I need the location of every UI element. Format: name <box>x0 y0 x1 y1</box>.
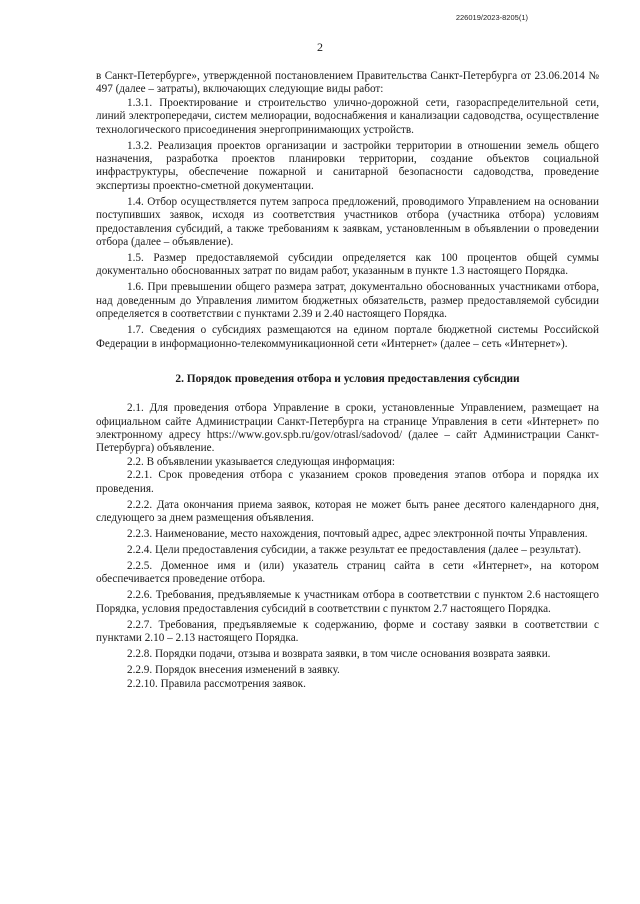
paragraph-2-2-4: 2.2.4. Цели предоставления субсидии, а также результат ее предоставления (далее – результат). <box>127 543 582 556</box>
paragraph-1-4: 1.4. Отбор осуществляется путем запроса предложений, проводимого Управлением на основании поступивших заявок, исходя из соответствия участников отбора (участника отбора) условиям предоставления субсидий, а также требованиям к заявкам, установленным в объявлении о проведении отбора (далее – объявление). <box>96 195 599 249</box>
paragraph-2-2-1: 2.2.1. Срок проведения отбора с указанием сроков проведения этапов отбора и порядка их проведения. <box>96 469 599 495</box>
document-body <box>96 70 599 691</box>
paragraph-1-3-1: 1.3.1. Проектирование и строительство улично-дорожной сети, газораспределительной сети, линий электропередачи, систем мелиорации, водоснабжения и канализации садоводства, осуществление технологического присоединения энергопринимающих устройств. <box>96 96 599 136</box>
paragraph-2-2-3: 2.2.3. Наименование, место нахождения, почтовый адрес, адрес электронной почты Управления. <box>127 527 588 540</box>
paragraph-1-3-2: 1.3.2. Реализация проектов организации и застройки территории в отношении земель общего назначения, разработка проектов планировки территории, создание объектов социальной инфраструктуры, обеспечение пожарной и санитарной безопасности садоводства, проведение экспертизы проектно-сметной документации. <box>96 139 599 192</box>
paragraph-2-2-5: 2.2.5. Доменное имя и (или) указатель страниц сайта в сети «Интернет», на котором обеспечивается проведение отбора. <box>96 559 599 586</box>
paragraph-2-1: 2.1. Для проведения отбора Управление в сроки, установленные Управлением, размещает на официальном сайте Администрации Санкт-Петербурга на странице Управления в сети «Интернет» по электронному адресу https://www.gov.spb.ru/gov/otrasl/sadovod/ (далее – сайт Администрации Санкт-Петербурга) объявление. <box>96 402 599 455</box>
paragraph-2-2-6: 2.2.6. Требования, предъявляемые к участникам отбора в соответствии с пунктом 2.6 настоящего Порядка, условия предоставления субсидий в соответствии с пунктом 2.7 настоящего Порядка. <box>96 589 599 615</box>
paragraph-2-2-10: 2.2.10. Правила рассмотрения заявок. <box>127 677 306 690</box>
page-number: 2 <box>317 40 323 54</box>
paragraph-2-2-7: 2.2.7. Требования, предъявляемые к содержанию, форме и составу заявки в соответствии с пунктами 2.10 – 2.13 настоящего Порядка. <box>96 618 599 645</box>
document-code: 226019/2023-8205(1) <box>455 13 528 22</box>
section-title: 2. Порядок проведения отбора и условия предоставления субсидии <box>175 373 520 386</box>
paragraph: в Санкт-Петербурге», утвержденной постановлением Правительства Санкт-Петербурга от 23.06.2014 № 497 (далее – затраты), включающих следующие виды работ: <box>96 70 599 96</box>
paragraph-2-2: 2.2. В объявлении указывается следующая информация: <box>127 455 395 468</box>
paragraph-2-2-8: 2.2.8. Порядки подачи, отзыва и возврата заявки, в том числе основания возврата заявки. <box>127 648 551 661</box>
paragraph-1-7: 1.7. Сведения о субсидиях размещаются на едином портале бюджетной системы Российской Федерации в информационно-телекоммуникационной сети «Интернет» (далее – сеть «Интернет»). <box>96 324 599 350</box>
paragraph-2-2-9: 2.2.9. Порядок внесения изменений в заявку. <box>127 664 340 677</box>
paragraph-1-5: 1.5. Размер предоставляемой субсидии определяется как 100 процентов общей суммы документально обоснованных затрат по видам работ, указанным в пункте 1.3 настоящего Порядка. <box>96 252 599 278</box>
paragraph-2-2-2: 2.2.2. Дата окончания приема заявок, которая не может быть ранее десятого календарного дня, следующего за днем размещения объявления. <box>96 498 599 524</box>
paragraph-1-6: 1.6. При превышении общего размера затрат, документально обоснованных участниками отбора, над доведенным до Управления лимитом бюджетных обязательств, размер предоставляемой субсидии определяется в соответствии с пунктами 2.39 и 2.40 настоящего Порядка. <box>96 281 599 321</box>
